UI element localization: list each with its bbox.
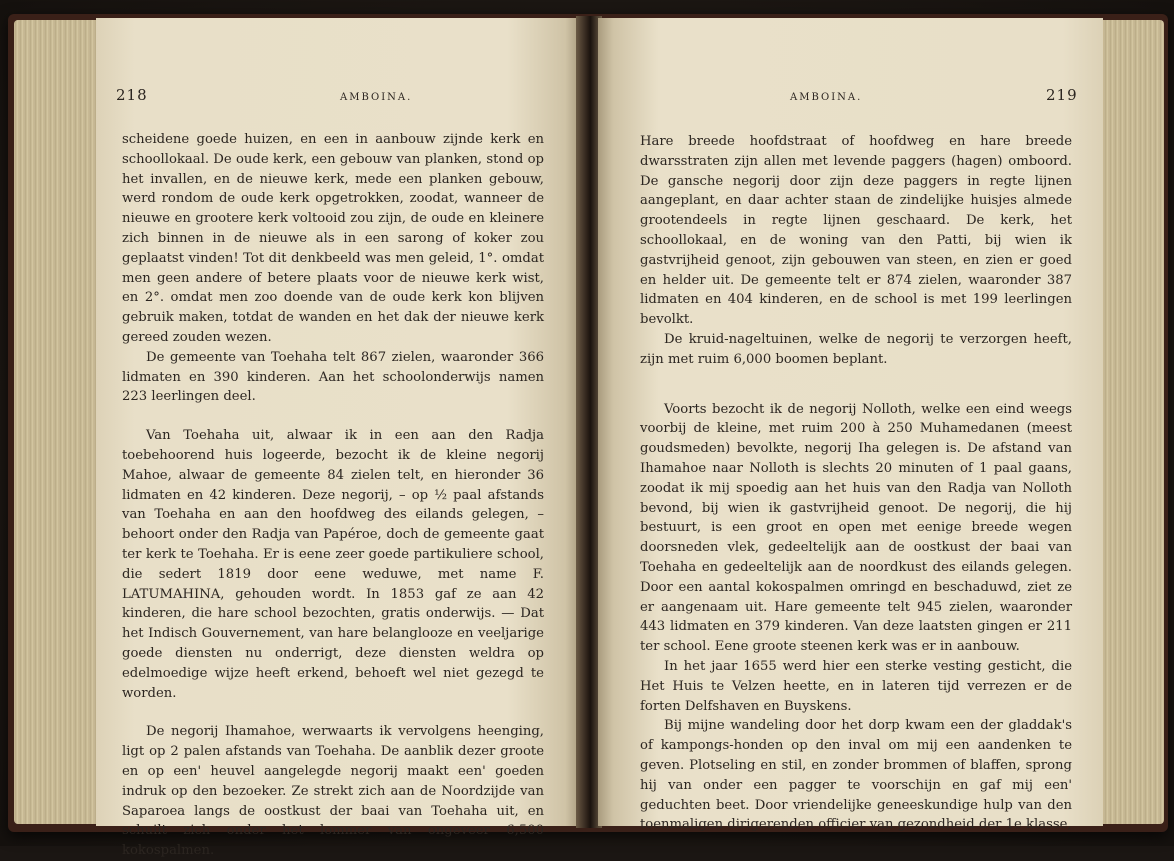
left-paragraph-4: De negorij Ihamahoe, werwaarts ik vervolgens heenging, ligt op 2 palen afstands van Toehaha. De aanblik dezer groote en op een' heuvel aangelegde negorij maakt een' goeden indruk op den bezoeker. Ze strekt zich aan de Noordzijde van Saparoea langs de oostkust der baai van Toehaha uit, en schuilt zich onder het lommer van ongeveer 6,500 kokospalmen. <box>122 724 544 859</box>
right-running-head: AMBOINA. <box>790 92 863 103</box>
left-running-head: AMBOINA. <box>340 92 413 103</box>
right-paragraph-3: Voorts bezocht ik de negorij Nolloth, welke een eind weegs voorbij de kleine, met ruim 200 à 250 Muhamedanen (meest goudsmeden) bevolkte, negorij Iha gelegen is. De afstand van Ihamahoe naar Nolloth is slechts 20 minuten of 1 paal gaans, zoodat ik mij spoedig aan het huis van den Radja van Nolloth bevond, bij wien ik gastvrijheid genoot. De negorij, die hij bestuurt, is een groot en open met eenige breede wegen doorsneden vlek, gedeeltelijk aan de oostkust der baai van Toehaha en gedeeltelijk aan de noordkust des eilands gelegen. Door een aantal kokospalmen omringd en beschaduwd, ziet ze er aangenaam uit. Hare gemeente telt 945 zielen, waaronder 443 lidmaten en 379 kinderen. Van deze laatsten gingen er 211 ter school. Eene groote steenen kerk was er in aanbouw. <box>640 401 1072 655</box>
left-paragraph-3: Van Toehaha uit, alwaar ik in een aan den Radja toebehoorend huis logeerde, bezocht ik de kleine negorij Mahoe, alwaar de gemeente 84 zielen telt, en hieronder 36 lidmaten en 42 kinderen. Deze negorij, – op ½ paal afstands van Toehaha en aan den hoofdweg des eilands gelegen, – behoort onder den Radja van Papéroe, doch de gemeente gaat ter kerk te Toehaha. Er is eene zeer goede partikuliere school, die sedert 1819 door eene weduwe, met name F. LATUMAHINA, gehouden wordt. In 1853 gaf ze aan 42 kinderen, die hare school bezochten, gratis onderwijs. — Dat het Indisch Gouvernement, van hare belanglooze en veeljarige goede diensten nu onderrigt, deze diensten weldra op edelmoedige wijze heeft erkend, behoeft wel niet gezegd te worden. <box>122 428 544 701</box>
left-page-text <box>122 130 544 861</box>
right-page-number: 219 <box>1046 86 1078 104</box>
right-paragraph-5: Bij mijne wandeling door het dorp kwam een der gladdak's of kampongs-honden op den inval om mij een aandenken te geven. Plotseling en stil, en zonder brommen of blaffen, sprong hij van onder een pagger te voorschijn en gaf mij een' geduchten beet. Door vriendelijke geneeskundige hulp van den toenmaligen dirigerenden officier van gezondheid der 1e klasse, <box>640 718 1072 833</box>
right-paragraph-2: De kruid-nageltuinen, welke de negorij te verzorgen heeft, zijn met ruim 6,000 boomen beplant. <box>640 331 1072 367</box>
left-paragraph-2: De gemeente van Toehaha telt 867 zielen, waaronder 366 lidmaten en 390 kinderen. Aan het schoolonderwijs namen 223 leerlingen deel. <box>122 349 544 405</box>
right-paragraph-4: In het jaar 1655 werd hier een sterke vesting gesticht, die Het Huis te Velzen heette, en in lateren tijd verrezen er de forten Delfshaven en Buyskens. <box>640 658 1072 714</box>
right-page-text <box>640 132 1072 835</box>
left-page <box>96 18 580 859</box>
left-page-edges <box>14 20 102 824</box>
left-page-number: 218 <box>116 86 148 104</box>
right-paragraph-1: Hare breede hoofdstraat of hoofdweg en hare breede dwarsstraten zijn allen met levende paggers (hagen) omboord. De gansche negorij door zijn deze paggers in regte lijnen aangeplant, en daar achter staan de zindelijke huisjes almede grootendeels in regte lijnen geschaard. De kerk, het schoollokaal, en de woning van den Patti, bij wien ik gastvrijheid genoot, zijn gebouwen van steen, en zien er goed en helder uit. De gemeente telt er 874 zielen, waaronder 387 lidmaten en 404 kinderen, en de school is met 199 leerlingen bevolkt. <box>640 134 1072 328</box>
left-paragraph-1: scheidene goede huizen, en een in aanbouw zijnde kerk en schoollokaal. De oude kerk, een gebouw van planken, stond op het invallen, en de nieuwe kerk, mede een planken gebouw, werd rondom de oude kerk opgetrokken, zoodat, wanneer de nieuwe en grootere kerk voltooid zou zijn, de oude en kleinere zich binnen in de nieuwe als in een sarong of koker zou geplaatst vinden! Tot dit denkbeeld was men geleid, 1°. omdat men geen andere of betere plaats voor de nieuwe kerk wist, en 2°. omdat men zoo doende van de oude kerk kon blijven gebruik maken, totdat de wanden en het dak der nieuwe kerk gereed zouden wezen. <box>122 132 544 345</box>
right-page <box>598 18 1103 833</box>
right-page-edges <box>1094 20 1164 824</box>
